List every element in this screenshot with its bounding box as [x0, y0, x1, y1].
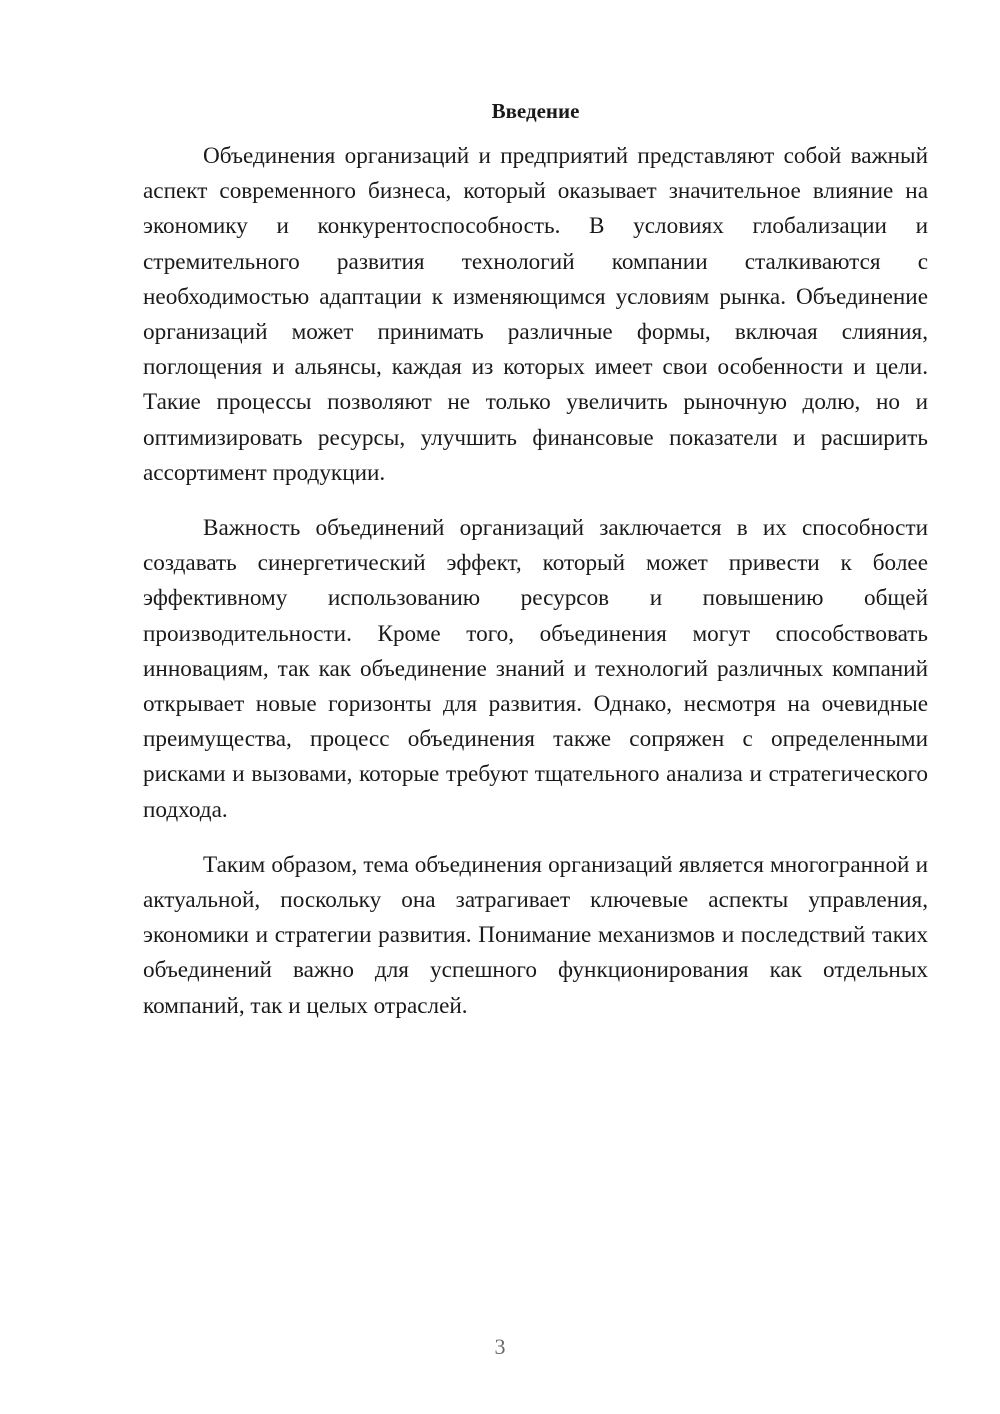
page-content [143, 95, 928, 1044]
paragraph-3: Таким образом, тема объединения организаций является многогранной и актуальной, поскольку она затрагивает ключевые аспекты управления, экономики и стратегии развития. Понимание механизмов и последствий таких объединений важно для успешного функционирования как отдельных компаний, так и целых отраслей. [143, 851, 928, 1019]
paragraph-2: Важность объединений организаций заключается в их способности создавать синергетический эффект, который может привести к более эффективному использованию ресурсов и повышению общей производительности. Кроме того, объединения могут способствовать инновациям, так как объединение знаний и технологий различных компаний открывает новые горизонты для развития. Однако, несмотря на очевидные преимущества, процесс объединения также сопряжен с определенными рисками и вызовами, которые требуют тщательного анализа и стратегического подхода. [143, 515, 928, 823]
paragraph-1: Объединения организаций и предприятий представляют собой важный аспект современного бизнеса, который оказывает значительное влияние на экономику и конкурентоспособность. В условиях глобализации и стремительного развития технологий компании сталкиваются с необходимостью адаптации к изменяющимся условиям рынка. Объединение организаций может принимать различные формы, включая слияния, поглощения и альянсы, каждая из которых имеет свои особенности и цели. Такие процессы позволяют не только увеличить рыночную долю, но и оптимизировать ресурсы, улучшить финансовые показатели и расширить ассортимент продукции. [143, 143, 928, 486]
page-title: Введение [491, 99, 580, 123]
page-number: 3 [494, 1334, 506, 1359]
